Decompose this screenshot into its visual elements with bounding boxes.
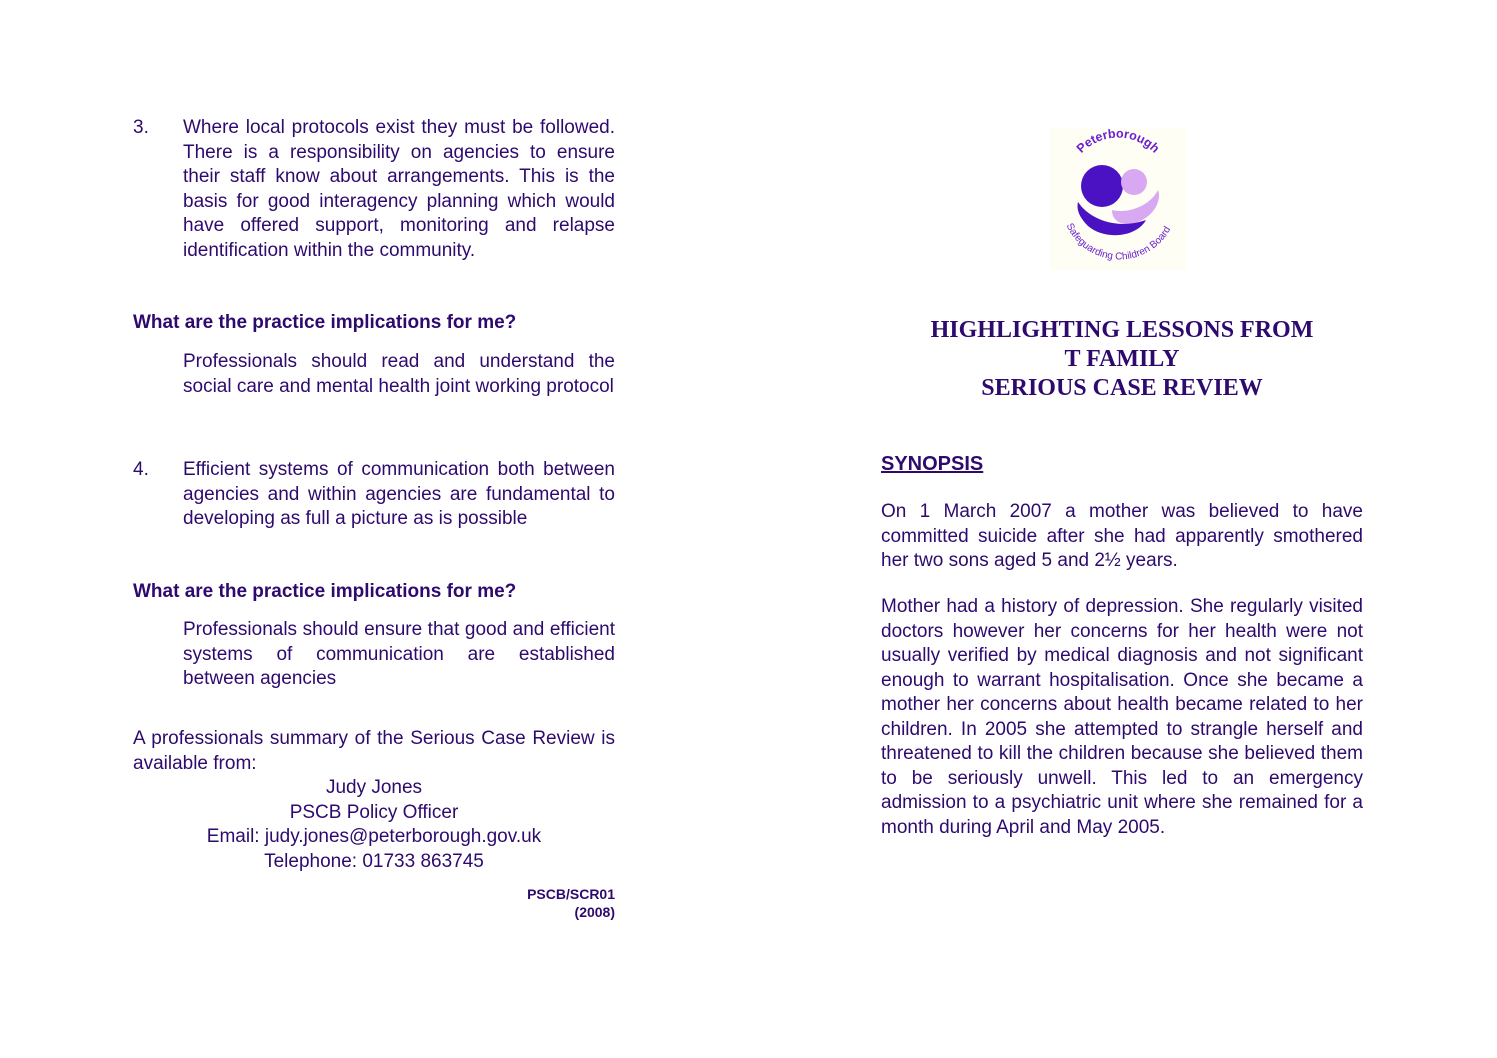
- item-number: 3.: [133, 117, 149, 138]
- pscb-logo-graphic: [1050, 128, 1186, 270]
- logo-light-figure-icon: [1121, 169, 1147, 195]
- item-text: Efficient systems of communication both between agencies and within agencies are fundamental to developing as full a picture as is possible: [183, 459, 615, 529]
- contact-phone: Telephone: 01733 863745: [264, 850, 484, 872]
- reference-year: (2008): [574, 904, 615, 920]
- logo-top-text: Peterborough: [1073, 128, 1163, 156]
- practice-question: What are the practice implications for me?: [133, 312, 517, 333]
- pscb-logo: [1050, 128, 1186, 270]
- item-text: Where local protocols exist they must be followed. There is a responsibility on agencies to ensure their staff know about arrangements. This is the basis for good interagency planning which would have offered support, monitoring and relapse identification within the community.: [183, 117, 615, 261]
- answer-text: Professionals should ensure that good and efficient systems of communication are established between agencies: [183, 619, 615, 689]
- synopsis-heading: SYNOPSIS: [881, 453, 984, 475]
- practice-answer: [183, 618, 615, 692]
- item-number: 4.: [133, 459, 149, 480]
- title-line-2: T FAMILY: [1064, 346, 1180, 372]
- title-line-1: HIGHLIGHTING LESSONS FROM: [930, 317, 1314, 343]
- contact-email: Email: judy.jones@peterborough.gov.uk: [206, 826, 542, 847]
- paragraph-text: Mother had a history of depression. She regularly visited doctors however her concerns for her health were not usually verified by medical diagnosis and not significant enough to warrant hospitalisation. Once she became a mother her concerns about health became related to her children. In 2005 she attempted to strangle herself and threatened to kill the children because she believed them to be seriously unwell. This led to an emergency admission to a psychiatric unit where she remained for a month during April and May 2005.: [881, 596, 1363, 838]
- summary-intro: A professionals summary of the Serious Case Review is available from:: [133, 728, 615, 774]
- paragraph-text: On 1 March 2007 a mother was believed to have committed suicide after she had apparently smothered her two sons aged 5 and 2½ years.: [881, 501, 1363, 571]
- reference-code: PSCB/SCR01: [527, 886, 615, 902]
- numbered-item-3: [133, 116, 615, 263]
- logo-bottom-text: Safeguarding Children Board: [1063, 221, 1174, 263]
- title-line-3: SERIOUS CASE REVIEW: [981, 375, 1263, 401]
- synopsis-paragraph-2: [881, 595, 1363, 840]
- answer-text: Professionals should read and understand the social care and mental health joint working protocol: [183, 351, 615, 397]
- practice-question: What are the practice implications for me?: [133, 581, 517, 602]
- summary-contact: [133, 727, 615, 874]
- logo-dark-figure-icon: [1081, 165, 1123, 207]
- practice-answer: [183, 350, 615, 399]
- contact-name: Judy Jones: [325, 777, 423, 798]
- document-title: [881, 316, 1363, 403]
- contact-role: PSCB Policy Officer: [289, 801, 459, 823]
- numbered-item-4: [133, 458, 615, 532]
- document-reference: [527, 885, 615, 921]
- synopsis-paragraph-1: [881, 500, 1363, 574]
